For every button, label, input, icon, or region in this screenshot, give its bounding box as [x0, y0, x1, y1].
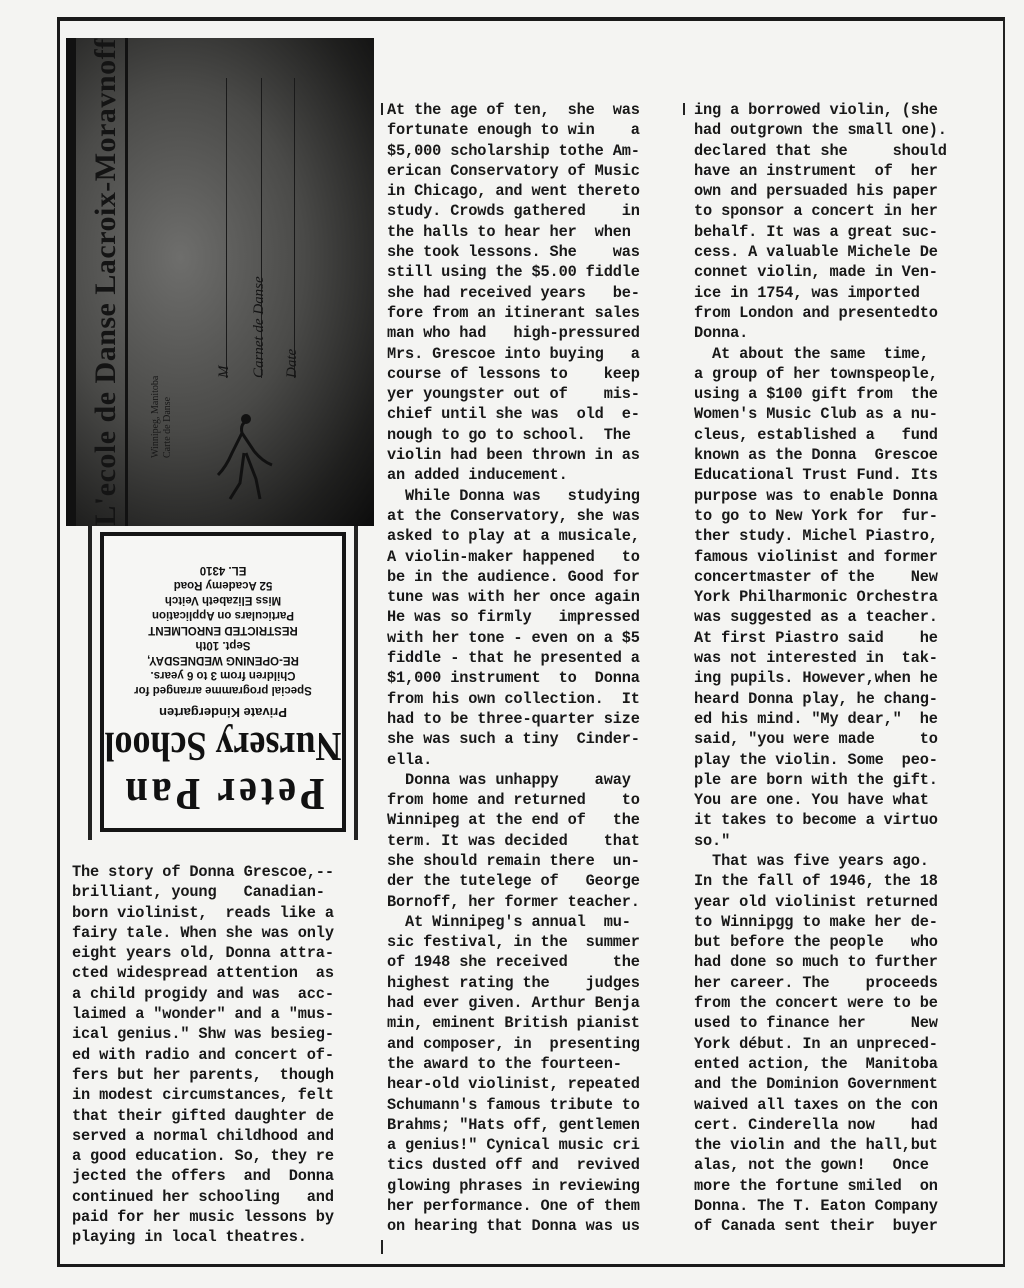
ad-border [100, 532, 346, 832]
article-line: year old violinist returned [694, 892, 938, 911]
article-line: At the age of ten, she was [387, 101, 640, 119]
article-line: Donna was unhappy away [387, 770, 631, 789]
article-line: ella. [387, 750, 433, 769]
article-line: Bornoff, her former teacher. [387, 892, 640, 911]
article-line: a group of her townspeople, [694, 364, 938, 383]
article-line: her performance. One of them [387, 1197, 640, 1216]
ad-title-line2: Nursery School [104, 724, 342, 770]
article-line: known as the Donna Grescoe [694, 446, 938, 465]
article-line: At first Piastro said he [694, 628, 938, 647]
article-line: had done so much to further [694, 953, 938, 972]
ad-line: Particulars on Application [151, 609, 295, 621]
article-line: tune was with her once again [387, 588, 640, 607]
article-line: but before the people who [694, 933, 938, 952]
article-line: be in the audience. Good for [387, 567, 640, 586]
ad-line: Special programme arranged for [134, 684, 312, 696]
article-line: used to finance her New [694, 1014, 938, 1033]
article-line: Winnipeg at the end of the [387, 811, 640, 830]
article-line: course of lessons to keep [387, 364, 640, 383]
column-bracket [381, 1240, 383, 1254]
article-line: served a normal childhood and [72, 1126, 334, 1145]
dance-card-rule [294, 78, 295, 378]
dancer-illustration-icon [216, 413, 276, 503]
article-line: in Chicago, and went thereto [387, 182, 640, 201]
article-line: eight years old, Donna attra- [72, 944, 334, 963]
article-line: was suggested as a teacher. [694, 608, 938, 627]
article-line: A violin-maker happened to [387, 547, 640, 566]
article-line: cert. Cinderella now had [694, 1115, 938, 1134]
article-line: more the fortune smiled on [694, 1176, 938, 1195]
article-line: cess. A valuable Michele De [694, 243, 938, 262]
ad-line: Sept. 10th [195, 639, 251, 651]
article-line: asked to play at a musicale, [387, 527, 640, 546]
article-line: York début. In an unpreced- [694, 1034, 938, 1053]
article-line: had ever given. Arthur Benja [387, 994, 640, 1013]
ad-line: RE-OPENING WEDNESDAY, [147, 654, 299, 666]
article-line: play the violin. Some peo- [694, 750, 938, 769]
article-line: term. It was decided that [387, 831, 640, 850]
article-line: ical genius." Shw was besieg- [72, 1025, 334, 1044]
article-line: to go to New York for fur- [694, 506, 938, 525]
dance-card-subtitle-1: Winnipeg, Manitoba [150, 375, 161, 458]
article-line: jected the offers and Donna [72, 1167, 334, 1186]
article-line: that their gifted daughter de [72, 1106, 334, 1125]
ad-line: Miss Elizabeth Veitch [164, 594, 282, 606]
ad-line: EL. 4310 [199, 564, 247, 576]
dance-card-rule [226, 78, 227, 378]
article-line: she took lessons. She was [387, 243, 640, 262]
article-line: famous violinist and former [694, 547, 938, 566]
article-line: ented action, the Manitoba [694, 1054, 938, 1073]
article-line: Donna. The T. Eaton Company [694, 1197, 938, 1216]
article-line: she should remain there un- [387, 851, 640, 870]
ad-line: Children from 3 to 6 years. [150, 669, 296, 681]
article-line: $5,000 scholarship tothe Am- [387, 141, 640, 160]
article-line: said, "you were made to [694, 730, 938, 749]
article-line: still using the $5.00 fiddle [387, 263, 640, 282]
article-line: behalf. It was a great suc- [694, 222, 938, 241]
ad-line: Private Kindergarten [159, 705, 287, 720]
dance-card-subtitle-2: Carte de Danse [162, 396, 173, 458]
article-line: At Winnipeg's annual mu- [387, 912, 631, 931]
article-line: nough to go to school. The [387, 425, 631, 444]
article-line: playing in local theatres. [72, 1228, 307, 1247]
article-line: cted widespread attention as [72, 964, 334, 983]
ad-content [104, 536, 342, 828]
article-line: a child progidy and was acc- [72, 984, 334, 1003]
article-line: to Winnipgg to make her de- [694, 912, 938, 931]
article-line: der the tutelege of George [387, 872, 640, 891]
article-line: so." [694, 831, 731, 850]
article-line: In the fall of 1946, the 18 [694, 872, 938, 891]
article-line: Mrs. Grescoe into buying a [387, 344, 640, 363]
article-line: waived all taxes on the con [694, 1095, 938, 1114]
article-line: fore from an itinerant sales [387, 303, 640, 322]
article-line: cleus, established a fund [694, 425, 938, 444]
article-line: it takes to become a virtuo [694, 811, 938, 830]
article-line: The story of Donna Grescoe,-- [72, 863, 334, 881]
article-line: continued her schooling and [72, 1187, 334, 1206]
article-line: yer youngster out of mis- [387, 385, 640, 404]
article-line: ice in 1754, was imported [694, 283, 920, 302]
article-line: fortunate enough to win a [387, 121, 640, 140]
article-column-middle [387, 100, 640, 1237]
article-line: and the Dominion Government [694, 1075, 938, 1094]
article-line: ing a borrowed violin, (she [694, 101, 938, 119]
article-line: from home and returned to [387, 791, 640, 810]
article-line: ple are born with the gift. [694, 770, 938, 789]
article-line: she was such a tiny Cinder- [387, 730, 640, 749]
article-line: was not interested in tak- [694, 649, 938, 668]
article-column-left [72, 862, 334, 1248]
article-line: had outgrown the small one). [694, 121, 947, 140]
article-column-right [694, 100, 947, 1237]
article-line: ed with radio and concert of- [72, 1045, 334, 1064]
article-line: Women's Music Club as a nu- [694, 405, 938, 424]
ad-line: RESTRICTED ENROLMENT [148, 624, 298, 636]
article-line: with her tone - even on a $5 [387, 628, 640, 647]
article-line: connet violin, made in Ven- [694, 263, 938, 282]
article-line: study. Crowds gathered in [387, 202, 640, 221]
article-line: min, eminent British pianist [387, 1014, 640, 1033]
article-line: fiddle - that he presented a [387, 649, 640, 668]
article-line: York Philharmonic Orchestra [694, 588, 938, 607]
dance-card-script-date: Date [284, 348, 300, 378]
article-line: of Canada sent their buyer [694, 1217, 938, 1236]
article-line: ed his mind. "My dear," he [694, 709, 938, 728]
article-line: on hearing that Donna was us [387, 1217, 640, 1236]
article-line: from London and presentedto [694, 303, 938, 322]
article-line: At about the same time, [694, 344, 929, 363]
article-line: erican Conservatory of Music [387, 161, 640, 180]
article-line: You are one. You have what [694, 791, 929, 810]
article-line: in modest circumstances, felt [72, 1086, 334, 1105]
article-line: That was five years ago. [694, 851, 929, 870]
article-line: own and persuaded his paper [694, 182, 938, 201]
article-line: laimed a "wonder" and a "mus- [72, 1005, 334, 1024]
article-line: the halls to hear her when [387, 222, 631, 241]
article-line: man who had high-pressured [387, 324, 640, 343]
article-line: she had received years be- [387, 283, 640, 302]
article-line: He was so firmly impressed [387, 608, 640, 627]
article-line: chief until she was old e- [387, 405, 640, 424]
article-line: violin had been thrown in as [387, 446, 640, 465]
peter-pan-ad [88, 526, 358, 840]
column-bracket [683, 103, 685, 115]
article-line: born violinist, reads like a [72, 903, 334, 922]
article-line: from his own collection. It [387, 689, 640, 708]
article-line: alas, not the gown! Once [694, 1156, 929, 1175]
article-line: ing pupils. However,when he [694, 669, 938, 688]
dance-card-script-carnet: Carnet de Danse [251, 276, 267, 378]
article-line: $1,000 instrument to Donna [387, 669, 640, 688]
article-line: glowing phrases in reviewing [387, 1176, 640, 1195]
article-line: While Donna was studying [387, 486, 640, 505]
article-line: declared that she should [694, 141, 947, 160]
article-line: highest rating the judges [387, 973, 640, 992]
ad-line: 52 Academy Road [173, 579, 273, 591]
dance-card-title: L'ecole de Danse Lacroix-Moravnoff [84, 38, 128, 526]
ad-title-line1: Peter Pan [121, 768, 325, 821]
article-line: from the concert were to be [694, 994, 938, 1013]
article-line: Donna. [694, 324, 749, 343]
article-line: an added inducement. [387, 466, 568, 485]
article-line: have an instrument of her [694, 161, 938, 180]
article-line: Schumann's famous tribute to [387, 1095, 640, 1114]
article-line: Educational Trust Fund. Its [694, 466, 938, 485]
article-line: hear-old violinist, repeated [387, 1075, 640, 1094]
article-line: the award to the fourteen- [387, 1054, 622, 1073]
article-line: sic festival, in the summer [387, 933, 640, 952]
column-bracket [381, 103, 383, 115]
article-line: using a $100 gift from the [694, 385, 938, 404]
dance-card-script-m: M [216, 365, 232, 378]
article-line: her career. The proceeds [694, 973, 938, 992]
article-line: at the Conservatory, she was [387, 506, 640, 525]
article-line: to sponsor a concert in her [694, 202, 938, 221]
article-line: a good education. So, they re [72, 1147, 334, 1166]
article-line: ther study. Michel Piastro, [694, 527, 938, 546]
article-line: tics dusted off and revived [387, 1156, 640, 1175]
article-line: heard Donna play, he chang- [694, 689, 938, 708]
article-line: a genius!" Cynical music cri [387, 1136, 640, 1155]
article-line: concertmaster of the New [694, 567, 938, 586]
article-line: of 1948 she received the [387, 953, 640, 972]
article-line: had to be three-quarter size [387, 709, 640, 728]
article-line: paid for her music lessons by [72, 1208, 334, 1227]
article-line: purpose was to enable Donna [694, 486, 938, 505]
article-line: Brahms; "Hats off, gentlemen [387, 1115, 640, 1134]
article-line: fairy tale. When she was only [72, 923, 334, 942]
article-line: brilliant, young Canadian- [72, 883, 325, 902]
article-line: the violin and the hall,but [694, 1136, 938, 1155]
dance-card-clipping [66, 38, 374, 526]
article-line: and composer, in presenting [387, 1034, 640, 1053]
article-line: fers but her parents, though [72, 1065, 334, 1084]
